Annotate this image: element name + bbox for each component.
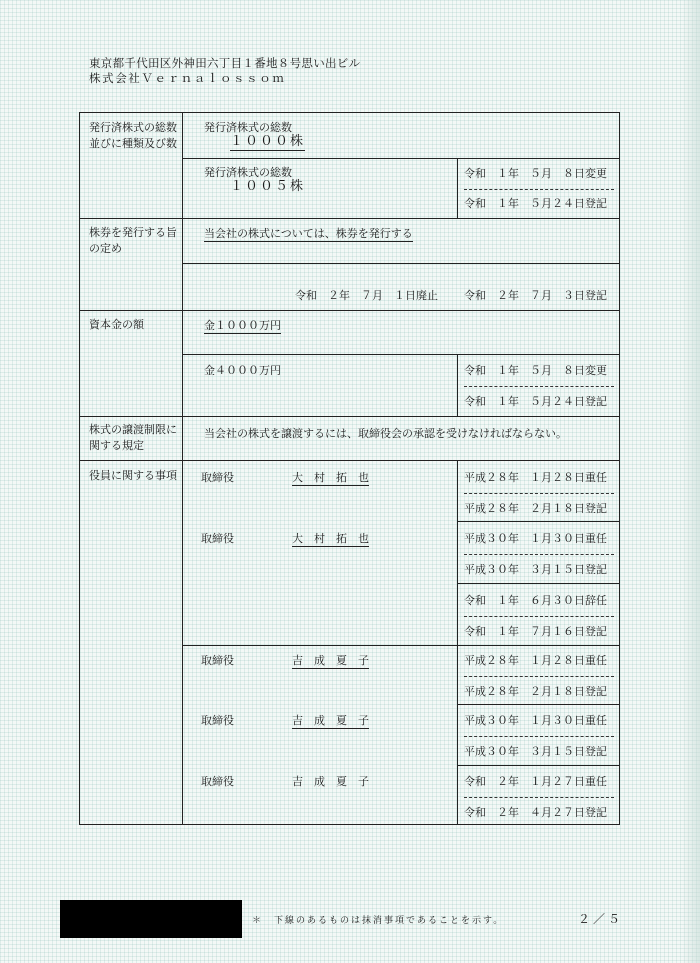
capital-reg-registered: 令和 １年 ５月２４日登記 bbox=[464, 395, 607, 408]
officer-1-dash bbox=[464, 493, 614, 494]
officer-4-reg2: 平成３０年 ３月１５日登記 bbox=[464, 745, 607, 758]
officer-3-role: 取締役 bbox=[201, 654, 234, 667]
label-column-divider bbox=[182, 113, 183, 824]
certificates-row-line bbox=[183, 263, 619, 264]
officers-reg-divider bbox=[457, 460, 458, 824]
section-line-1 bbox=[80, 218, 619, 219]
shares-reg-registered: 令和 １年 ５月２４日登記 bbox=[464, 197, 607, 210]
capital-new-value: 金４０００万円 bbox=[204, 364, 281, 377]
shares-reg-change: 令和 １年 ５月 ８日変更 bbox=[464, 167, 607, 180]
shares-old-title: 発行済株式の総数 bbox=[204, 121, 292, 134]
officer-2-name: 大 村 拓 也 bbox=[292, 532, 369, 545]
officer-group-line bbox=[183, 645, 619, 646]
officer-2-dash1 bbox=[464, 554, 614, 555]
shares-new-value: １００５株 bbox=[230, 179, 306, 194]
shares-label-line2: 並びに種類及び数 bbox=[89, 137, 177, 150]
officer-2-reg3: 令和 １年 ６月３０日辞任 bbox=[464, 594, 607, 607]
officer-2-reg2: 平成３０年 ３月１５日登記 bbox=[464, 563, 607, 576]
company-address: 東京都千代田区外神田六丁目１番地８号思い出ビル bbox=[89, 56, 361, 70]
footer-note: ＊ 下線のあるものは抹消事項であることを示す。 bbox=[252, 916, 505, 926]
transfer-label-line1: 株式の譲渡制限に bbox=[89, 423, 177, 436]
certificates-abolished: 令和 ２年 ７月 １日廃止 bbox=[295, 289, 438, 302]
shares-old-value: １０００株 bbox=[230, 134, 306, 149]
officer-3-dash bbox=[464, 676, 614, 677]
officer-4-name: 吉 成 夏 子 bbox=[292, 714, 369, 727]
officer-3-reg2: 平成２８年 ２月１８日登記 bbox=[464, 685, 607, 698]
certificates-label bbox=[89, 225, 177, 257]
officer-5-reg2: 令和 ２年 ４月２７日登記 bbox=[464, 806, 607, 819]
capital-row-line bbox=[183, 354, 619, 355]
officer-2-line bbox=[457, 583, 619, 584]
company-name: 株式会社Ｖｅｒｎａｌｏｓｓｏｍ bbox=[89, 71, 286, 85]
officer-2-reg4: 令和 １年 ７月１６日登記 bbox=[464, 625, 607, 638]
officer-2-role: 取締役 bbox=[201, 532, 234, 545]
officer-1-line bbox=[457, 521, 619, 522]
officer-3-reg1: 平成２８年 １月２８日重任 bbox=[464, 654, 607, 667]
section-line-3 bbox=[80, 416, 619, 417]
certificates-label-line1: 株券を発行する旨 bbox=[89, 226, 177, 239]
officer-4-dash bbox=[464, 736, 614, 737]
redaction-block bbox=[60, 900, 242, 938]
certificates-content: 当会社の株式については、株券を発行する bbox=[204, 227, 413, 240]
shares-reg-dash bbox=[464, 189, 614, 190]
officer-5-dash bbox=[464, 797, 614, 798]
section-line-4 bbox=[80, 460, 619, 461]
officer-3-name: 吉 成 夏 子 bbox=[292, 654, 369, 667]
document-header bbox=[89, 56, 360, 86]
registry-table bbox=[79, 112, 620, 825]
shares-label-line1: 発行済株式の総数 bbox=[89, 121, 177, 134]
section-line-2 bbox=[80, 310, 619, 311]
officer-3-line bbox=[457, 704, 619, 705]
officer-2-reg1: 平成３０年 １月３０日重任 bbox=[464, 532, 607, 545]
capital-old-value: 金１０００万円 bbox=[204, 319, 281, 332]
capital-reg-divider bbox=[457, 354, 458, 416]
transfer-label-line2: 関する規定 bbox=[89, 439, 144, 452]
capital-reg-change: 令和 １年 ５月 ８日変更 bbox=[464, 364, 607, 377]
shares-new-title: 発行済株式の総数 bbox=[204, 166, 292, 179]
officer-4-line bbox=[457, 765, 619, 766]
officer-1-reg2: 平成２８年 ２月１８日登記 bbox=[464, 502, 607, 515]
officer-5-role: 取締役 bbox=[201, 775, 234, 788]
officer-5-reg1: 令和 ２年 １月２７日重任 bbox=[464, 775, 607, 788]
capital-reg-dash bbox=[464, 386, 614, 387]
officer-1-name: 大 村 拓 也 bbox=[292, 471, 369, 484]
shares-row-line bbox=[183, 158, 619, 159]
page-number: ２／５ bbox=[578, 912, 624, 926]
officer-5-name: 吉 成 夏 子 bbox=[292, 775, 369, 788]
officer-1-role: 取締役 bbox=[201, 471, 234, 484]
certificates-registered: 令和 ２年 ７月 ３日登記 bbox=[464, 289, 607, 302]
shares-label bbox=[89, 120, 177, 152]
officers-label: 役員に関する事項 bbox=[89, 469, 177, 482]
transfer-content: 当会社の株式を譲渡するには、取締役会の承認を受けなければならない。 bbox=[204, 427, 567, 440]
officer-1-reg1: 平成２８年 １月２８日重任 bbox=[464, 471, 607, 484]
officer-4-reg1: 平成３０年 １月３０日重任 bbox=[464, 714, 607, 727]
shares-reg-divider bbox=[457, 158, 458, 218]
capital-label: 資本金の額 bbox=[89, 318, 144, 331]
officer-2-dash2 bbox=[464, 616, 614, 617]
page-edge-shadow bbox=[682, 0, 700, 963]
officer-4-role: 取締役 bbox=[201, 714, 234, 727]
certificates-label-line2: の定め bbox=[89, 242, 122, 255]
transfer-label bbox=[89, 422, 177, 454]
